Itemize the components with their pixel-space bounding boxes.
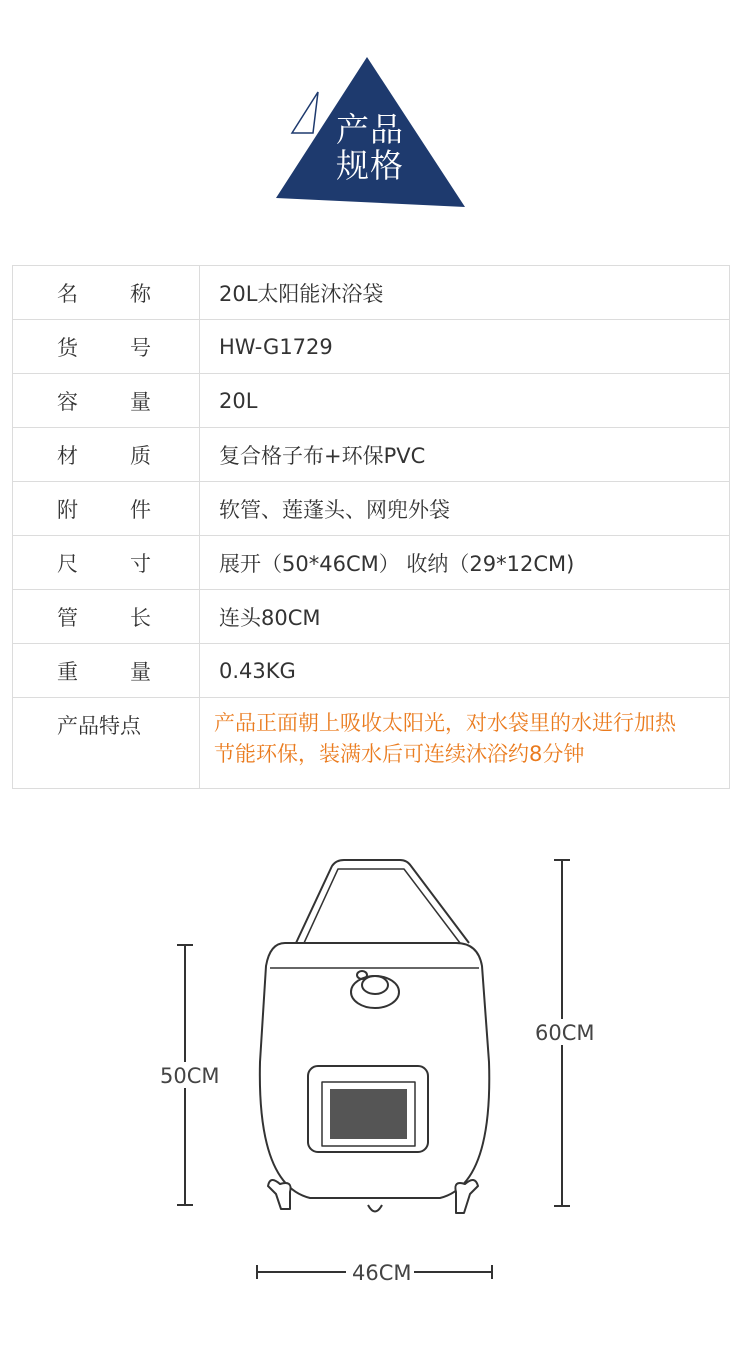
spec-value: HW-G1729 (200, 320, 730, 374)
spec-value: 复合格子布+环保PVC (200, 428, 730, 482)
features-label: 产品特点 (57, 714, 141, 738)
spec-key-char: 货 (57, 335, 78, 360)
spec-value: 20L (200, 374, 730, 428)
dimension-lines (177, 860, 570, 1279)
spec-key-char: 长 (130, 605, 151, 630)
spec-key-char: 件 (130, 497, 151, 522)
spec-key-char: 名 (57, 281, 78, 306)
dimension-height-total: 60CM (535, 1021, 595, 1045)
shower-bag-icon (260, 860, 489, 1213)
spec-key-char: 附 (57, 497, 78, 522)
spec-key-char: 量 (130, 659, 151, 684)
spec-key-char: 管 (57, 605, 78, 630)
spec-value: 软管、莲蓬头、网兜外袋 (200, 482, 730, 536)
features-line2: 节能环保，装满水后可连续沐浴约8分钟 (214, 742, 585, 766)
spec-value: 连头80CM (200, 590, 730, 644)
spec-key-char: 寸 (130, 551, 151, 576)
spec-key-char: 材 (57, 443, 78, 468)
spec-key-char: 称 (130, 281, 151, 306)
features-line1: 产品正面朝上吸收太阳光，对水袋里的水进行加热 (214, 711, 676, 735)
spec-key-char: 重 (57, 659, 78, 684)
spec-key-char: 号 (130, 335, 151, 360)
spec-key-char: 尺 (57, 551, 78, 576)
spec-value: 20L太阳能沐浴袋 (200, 266, 730, 320)
dimension-width: 46CM (352, 1261, 412, 1285)
spec-key-char: 质 (130, 443, 151, 468)
spec-key-char: 容 (57, 389, 78, 414)
spec-key-char: 量 (130, 389, 151, 414)
spec-value: 0.43KG (200, 644, 730, 698)
spec-value: 展开（50*46CM） 收纳（29*12CM) (200, 536, 730, 590)
header-title-line1: 产品 (336, 110, 404, 149)
header-title-line2: 规格 (336, 146, 404, 185)
dimension-height-body: 50CM (160, 1064, 220, 1088)
